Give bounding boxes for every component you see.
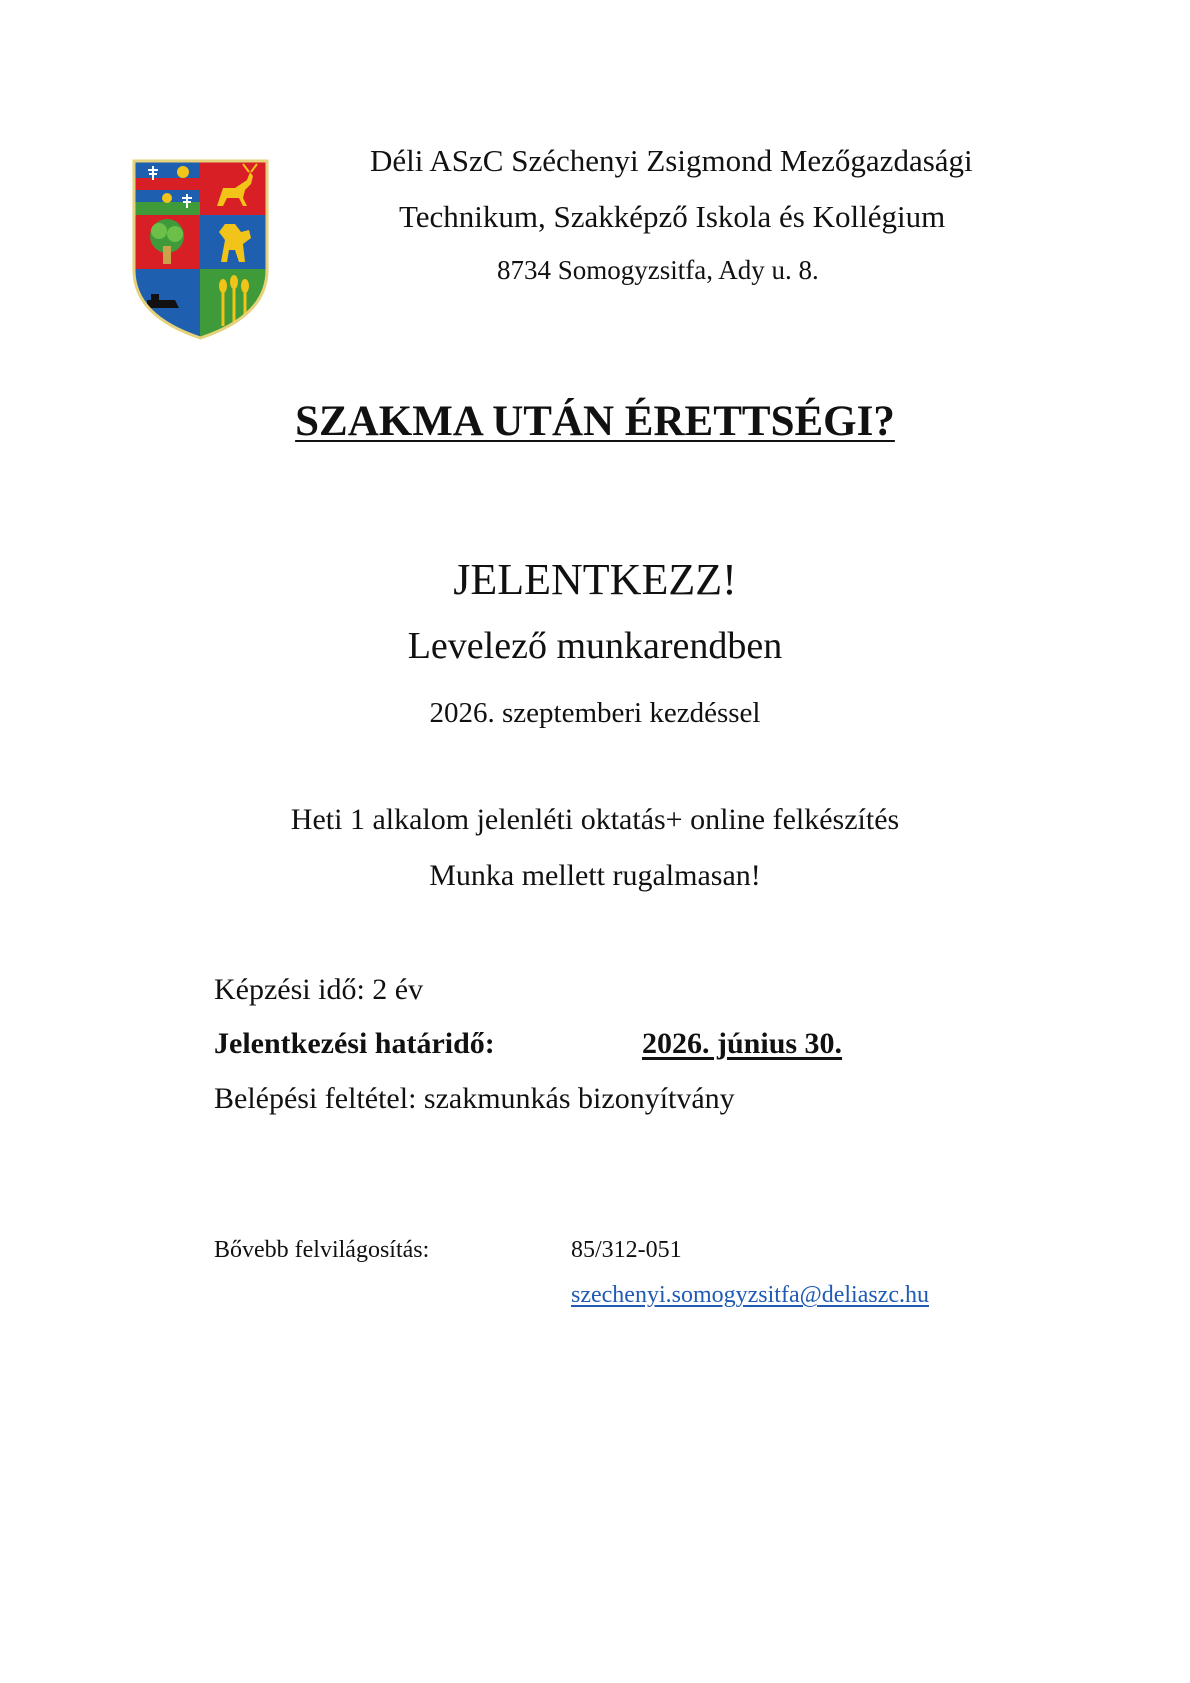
page-title: SZAKMA UTÁN ÉRETTSÉGI? (295, 398, 895, 445)
school-name-line1: Déli ASzC Széchenyi Zsigmond Mezőgazdasági (370, 143, 973, 178)
description-line2: Munka mellett rugalmasan! (429, 859, 761, 892)
coat-of-arms (131, 158, 270, 341)
entry-requirement: Belépési feltétel: szakmunkás bizonyítvány (214, 1082, 735, 1115)
start-date: 2026. szeptemberi kezdéssel (429, 697, 761, 729)
contact-label: Bővebb felvilágosítás: (214, 1237, 430, 1263)
description-line1: Heti 1 alkalom jelenléti oktatás+ online felkészítés (290, 803, 900, 836)
coat-of-arms-icon (131, 158, 270, 341)
deadline-label: Jelentkezési határidő: (214, 1027, 495, 1060)
subheadline: Levelező munkarendben (407, 625, 783, 667)
training-duration: Képzési idő: 2 év (214, 973, 424, 1006)
school-name-line2: Technikum, Szakképző Iskola és Kollégium (399, 199, 946, 234)
school-address: 8734 Somogyzsitfa, Ady u. 8. (497, 255, 819, 285)
deadline-value: 2026. június 30. (642, 1027, 843, 1060)
contact-email-link[interactable]: szechenyi.somogyzsitfa@deliaszc.hu (571, 1282, 929, 1308)
headline: JELENTKEZZ! (453, 555, 737, 604)
contact-phone: 85/312-051 (571, 1237, 682, 1263)
